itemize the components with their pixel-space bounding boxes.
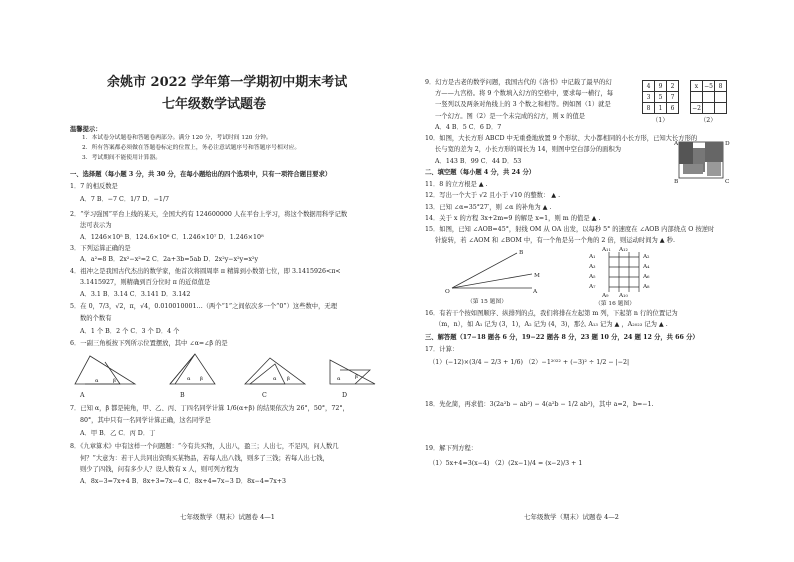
notice-2: 2．所有答案都必须做在答题卷标定的位置上，务必注意试题序号和答题序号相对应。 xyxy=(82,145,301,151)
beta-label-c: β xyxy=(287,376,290,382)
magic2-cell xyxy=(703,103,715,114)
beta-label-d: β xyxy=(355,374,358,380)
q9-options: A．4 B．5 C．6 D．7 xyxy=(435,124,502,131)
magic1-cell: 9 xyxy=(655,81,667,92)
q19-parts: （1）5x+4=3(x−4) （2）(2x−1)/4 = (x−2)/3 + 1 xyxy=(429,460,583,467)
beta-label-a: β xyxy=(113,378,116,384)
angle-label-m: M xyxy=(534,273,540,279)
point-a10: A₁₀ xyxy=(619,293,628,299)
magic1-cell: 6 xyxy=(667,103,679,114)
q2-cont: 法可表示为 xyxy=(80,222,112,229)
q6-figures xyxy=(75,350,375,390)
q12: 12．写出一个大于 √2 且小于 √10 的整数： ▲ . xyxy=(425,192,561,199)
q10-cont: 长与宽的差为 2，小长方形的周长为 14，则图中空白部分的面积为 xyxy=(435,146,622,153)
exam-subtitle: 七年级数学试题卷 xyxy=(162,97,267,112)
q9-cont1: 方——九宫格。将 9 个数填入幻方的空格中，要求每一横行，每 xyxy=(435,90,614,97)
q5-options: A．1 个 B．2 个 C．3 个 D．4 个 xyxy=(80,328,180,335)
q5-cont: 数的个数有 xyxy=(80,315,112,322)
q4-options: A．3.1 B．3.14 C．3.141 D．3.142 xyxy=(80,291,191,298)
q8-cont2: 则少了四钱，问有多少人？设人数有 x 人，则可列方程为 xyxy=(80,466,239,473)
q4: 4．祖冲之是我国古代杰出的数学家，他首次将圆周率 π 精算到小数第七位，即 3.1415926<π< xyxy=(70,268,341,275)
q1: 1．7 的相反数是 xyxy=(70,183,118,190)
point-a2: A₂ xyxy=(643,254,650,260)
q8-cont1: 何？”大意为：若干人共同出资购买某物品，若每人出八钱，则多了三钱；若每人出七钱， xyxy=(80,455,329,462)
point-a12: A₁₂ xyxy=(619,247,628,253)
magic1-cell: 7 xyxy=(667,92,679,103)
q6-label-d: D xyxy=(342,392,348,399)
point-a6: A₆ xyxy=(643,274,650,280)
rect-label-b: B xyxy=(674,179,679,185)
magic2-cell: 8 xyxy=(715,81,727,92)
q7-options: A．甲 B．乙 C．丙 D．丁 xyxy=(80,430,156,437)
left-footer: 七年级数学（期末）试题卷 4—1 xyxy=(180,513,275,521)
q10-rectangle-figure xyxy=(677,140,727,182)
section-answer: 三、解答题（17−18 题各 6 分，19−22 题各 8 分，23 题 10 分，24 题 12 分，共 66 分） xyxy=(425,334,699,341)
q6: 6．一副三角板按下列所示位置摆放，其中 ∠α=∠β 的是 xyxy=(70,340,228,347)
alpha-label-c: α xyxy=(273,376,277,382)
magic1-cell: 4 xyxy=(643,81,655,92)
section-fill: 二、填空题（每小题 4 分，共 24 分） xyxy=(425,169,536,176)
magic1-cell: 8 xyxy=(643,103,655,114)
point-a7: A₇ xyxy=(589,284,596,290)
point-a5: A₅ xyxy=(589,274,596,280)
q2: 2．“学习强国”平台上线的某天，全国大约有 124600000 人在平台上学习，将这个数据用科学记数 xyxy=(70,211,348,218)
q4-cont: 3.1415927，则精确到百分位时 π 的近似值是 xyxy=(80,279,211,286)
q10-options: A．143 B．99 C．44 D．53 xyxy=(435,158,522,165)
magic2-cell xyxy=(691,92,703,103)
angle-label-b: B xyxy=(519,250,524,256)
notice-title: 温馨提示： xyxy=(70,126,102,133)
q17: 17．计算： xyxy=(425,346,459,353)
point-a1: A₁ xyxy=(589,254,596,260)
magic2-cell xyxy=(703,92,715,103)
q16: 16．有若干个按如图顺序、纵排列的点，我们将排在左起第 m 列，下起第 n 行的位置记为 xyxy=(425,310,678,317)
notice-3: 3．考试期间不能使用计算器。 xyxy=(82,155,162,161)
q6-label-a: A xyxy=(80,392,85,399)
angle-label-o: O xyxy=(445,289,450,295)
angle-label-a: A xyxy=(533,289,538,295)
q1-options: A．7 B．−7 C．1/7 D．−1/7 xyxy=(80,196,170,203)
q9-cont3: 一个幻方。图（2）是一个未完成的幻方，则 x 的值是 xyxy=(435,113,586,120)
magic-label-1: （1） xyxy=(652,117,669,124)
notice-1: 1．本试卷分试题卷和答题卷两部分。满分 120 分，考试时间 120 分钟。 xyxy=(82,135,272,141)
magic-square-1 xyxy=(642,80,679,114)
q6-label-b: B xyxy=(180,392,185,399)
q5: 5．在 0，7/3，√2，π，√4，0.010010001…（两个“1”之间依次多一个“0”）这些数中，无理 xyxy=(70,303,337,310)
magic2-cell xyxy=(715,92,727,103)
q8: 8．《九章算术》中有这样一个问题题：“今有共买物，人出八，盈三；人出七，不足四，问人数几 xyxy=(70,443,339,450)
q15: 15．如图，已知 ∠AOB=45°，射线 OM 从 OA 出发，以每秒 5° 的速度在 ∠AOB 内部绕点 O 按逆时 xyxy=(425,226,715,233)
magic1-cell: 3 xyxy=(643,92,655,103)
q13: 13．已知 ∠α=35°27′，则 ∠α 的补角为 ▲ . xyxy=(425,204,552,211)
q16-cont: （m，n），如 A₁ 记为 (3，1)，A₂ 记为 (4，3)，那么 A₁₃ 记为 ▲ ，A₂₀₂₃ 记为 ▲ . xyxy=(435,321,668,328)
fig16-caption: （第 16 题图） xyxy=(595,301,636,307)
q10: 10．如图，大长方形 ABCD 中无重叠地放置 9 个形状、大小都相同的小长方形，已知大长方形的 xyxy=(425,135,698,142)
q8-options: A．8x−3=7x+4 B．8x+3=7x−4 C．8x+4=7x−3 D．8x−4=7x+3 xyxy=(80,478,287,485)
q7: 7．已知 α，β 都是钝角，甲、乙、丙、丁四名同学计算 1/6(α+β) 的结果依次为 26°，50°，72°， xyxy=(70,405,349,412)
q3: 3．下列运算正确的是 xyxy=(70,245,131,252)
beta-label-b: β xyxy=(200,376,203,382)
q2-options: A．1246×10⁵ B．124.6×10⁶ C．1.246×10⁷ D．1.246×10⁸ xyxy=(80,234,264,241)
magic1-cell: 1 xyxy=(655,103,667,114)
magic2-cell xyxy=(715,103,727,114)
section-choice: 一、选择题（每小题 3 分，共 30 分，在每小题给出的四个选项中，只有一项符合题目要求） xyxy=(70,171,332,178)
q6-label-c: C xyxy=(262,392,267,399)
point-a3: A₃ xyxy=(589,264,596,270)
magic-square-2 xyxy=(690,80,727,114)
point-a8: A₈ xyxy=(643,284,650,290)
q19: 19．解下列方程： xyxy=(425,445,478,452)
right-footer: 七年级数学（期末）试题卷 4—2 xyxy=(524,513,619,521)
q9: 9．幻方是古老的数学问题，我国古代的《洛书》中记载了最早的幻 xyxy=(425,79,612,86)
fig15-caption: （第 15 题图） xyxy=(467,299,508,305)
rect-label-c: C xyxy=(725,179,730,185)
q3-options: A．a²=8 B．2x²−x²=2 C．2a+3b=5ab D．2x²y−x²y=x²y xyxy=(80,256,259,263)
q11: 11．8 的立方根是 ▲ . xyxy=(425,181,488,188)
right-page xyxy=(397,0,794,562)
magic2-cell: −5 xyxy=(704,82,713,90)
magic2-cell: x xyxy=(691,81,703,92)
rect-label-d: D xyxy=(725,141,730,147)
q14: 14．关于 x 的方程 3x+2m=9 的解是 x=1，则 m 的值是 ▲ . xyxy=(425,215,601,222)
alpha-label-d: α xyxy=(337,376,341,382)
q7-cont: 80°，其中只有一名同学计算正确，这名同学是 xyxy=(80,417,211,424)
point-a4: A₄ xyxy=(643,264,650,270)
q9-cont2: 一竖列以及两条对角线上的 3 个数之和相等。例如图（1）就是 xyxy=(435,101,611,108)
magic1-cell: 2 xyxy=(667,81,679,92)
q15-angle-figure xyxy=(447,248,537,293)
magic2-cell: −2 xyxy=(692,104,701,112)
magic-label-2: （2） xyxy=(700,117,717,124)
magic1-cell: 5 xyxy=(655,92,667,103)
q18: 18．先化简，再求值：3(2a²b − ab²) − 4(a²b − 1/2 ab²)，其中 a=2，b=−1. xyxy=(425,401,654,408)
alpha-label-b: α xyxy=(187,376,191,382)
rect-label-a: A xyxy=(674,141,679,147)
q15-cont: 针旋转，若 ∠AOM 和 ∠BOM 中，有一个角是另一个角的 2 倍，则运动时间为 ▲ 秒. xyxy=(435,237,675,244)
alpha-label-a: α xyxy=(95,378,99,384)
q17-parts: （1）(−12)×(3/4 − 2/3 + 1/6) （2）−1²⁰²² + (−3)² ÷ 1/2 − |−2| xyxy=(429,359,630,366)
point-a9: A₉ xyxy=(602,293,609,299)
point-a11: A₁₁ xyxy=(602,247,611,253)
exam-title: 余姚市 2022 学年第一学期初中期末考试 xyxy=(107,75,348,90)
